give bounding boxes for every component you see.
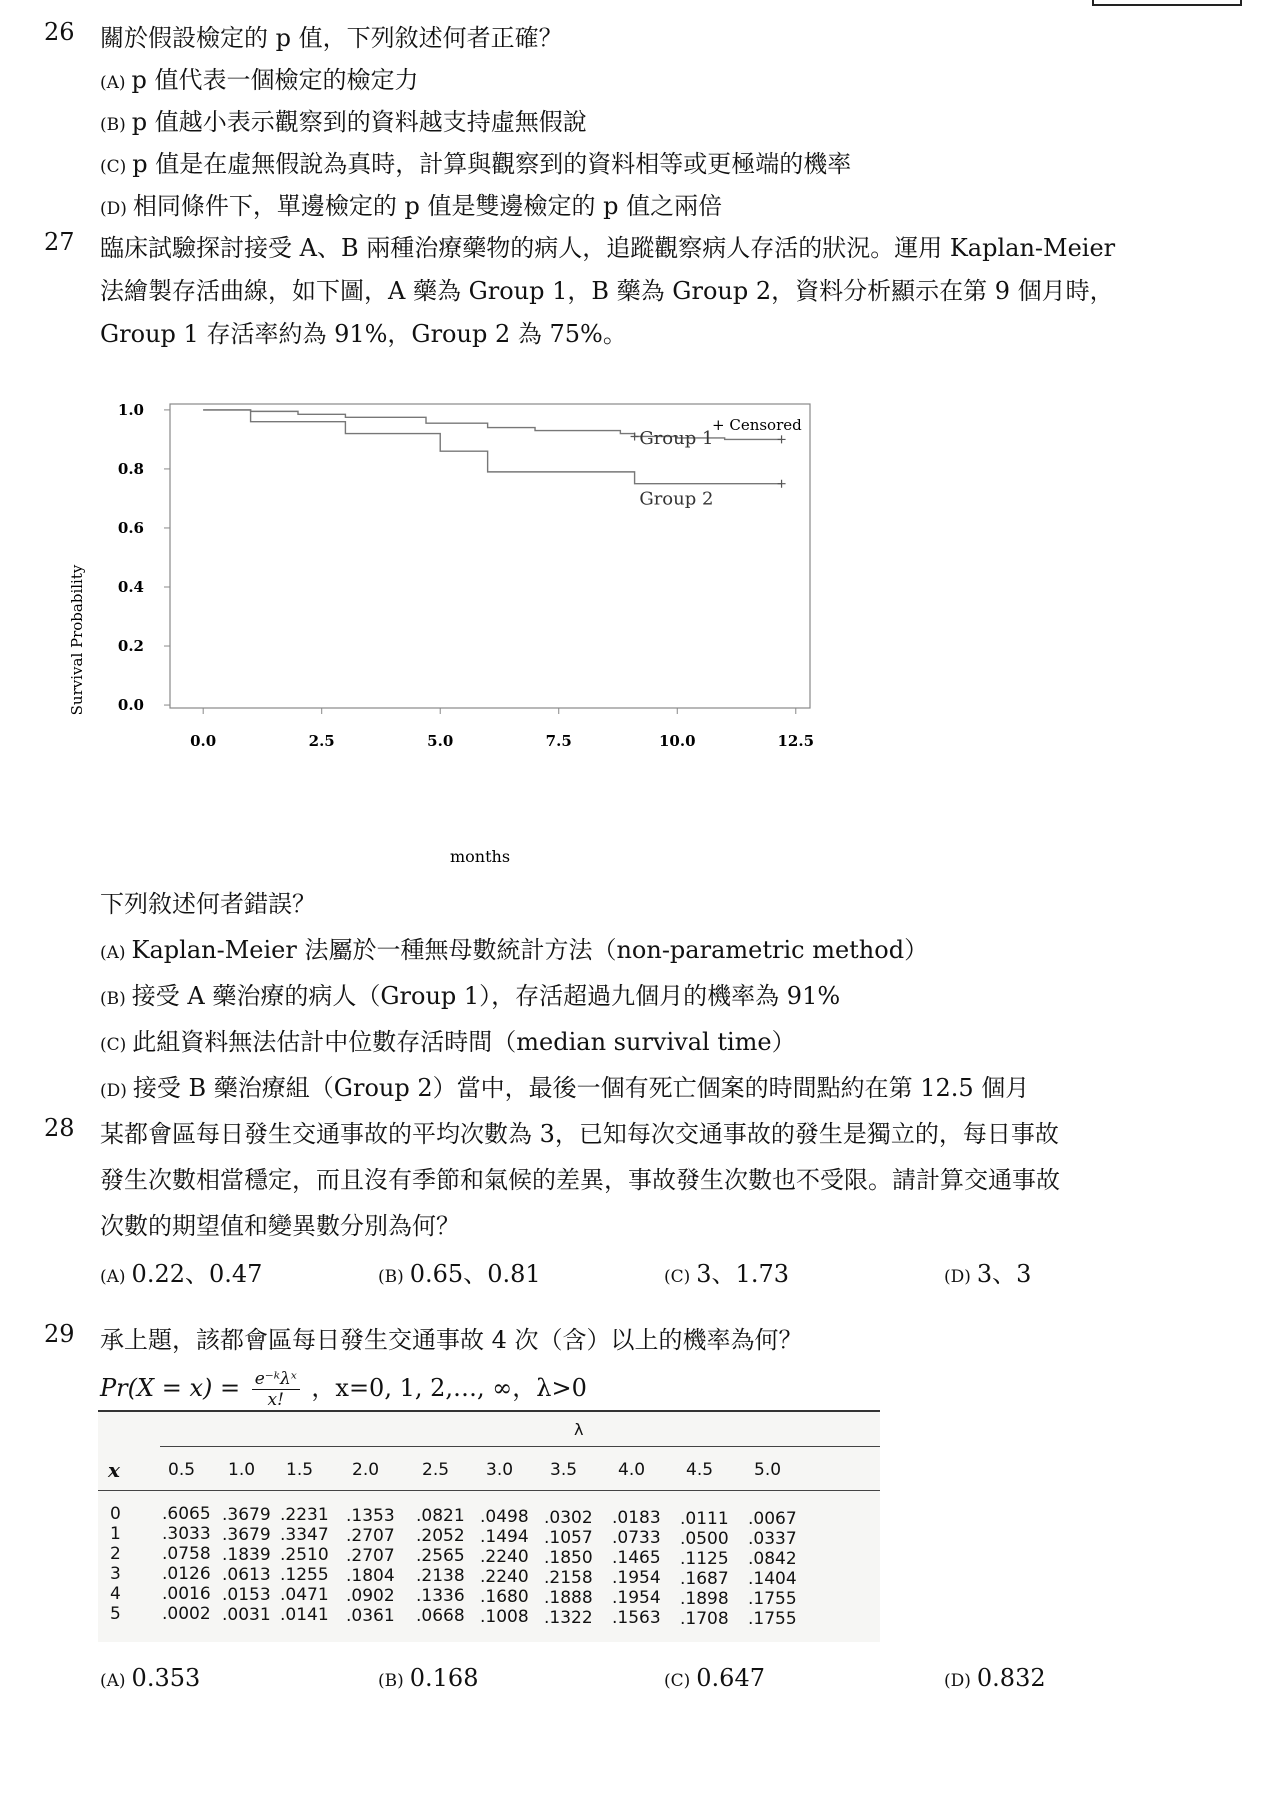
- table-column-header: 4.5: [686, 1460, 714, 1480]
- table-cell: .0613: [222, 1564, 271, 1585]
- table-cell: .1336: [416, 1586, 465, 1607]
- table-column-header: 1.0: [228, 1460, 256, 1480]
- table-cell: .1954: [612, 1588, 661, 1609]
- table-x-header: x: [108, 1458, 120, 1482]
- kaplan-meier-chart: [60, 390, 840, 870]
- q28-option-b[interactable]: (B) 0.65、0.81: [378, 1260, 541, 1288]
- x-tick-label: 10.0: [658, 732, 696, 750]
- table-cell: .2707: [346, 1545, 395, 1566]
- table-cell: .1755: [748, 1589, 797, 1610]
- table-cell: .0733: [612, 1528, 661, 1549]
- question-28-stem-line-2: 發生次數相當穩定，而且沒有季節和氣候的差異，事故發生次數也不受限。請計算交通事故: [100, 1166, 1060, 1194]
- table-cell: .1888: [544, 1587, 593, 1608]
- q29-option-a[interactable]: (A) 0.353: [100, 1664, 201, 1692]
- table-cell: .2138: [416, 1566, 465, 1587]
- y-tick-label: 0.4: [117, 577, 144, 596]
- table-cell: .0471: [280, 1585, 329, 1606]
- poisson-formula: [100, 1368, 587, 1410]
- table-cell: .1755: [748, 1609, 797, 1630]
- table-row-x: 2: [110, 1544, 121, 1564]
- q26-option-c[interactable]: (C) p 值是在虛無假說為真時，計算與觀察到的資料相等或更極端的機率: [100, 150, 852, 178]
- table-row-x: 1: [110, 1524, 121, 1544]
- table-column-header: 2.5: [422, 1460, 450, 1480]
- table-cell: .0183: [612, 1508, 661, 1529]
- table-cell: .1708: [680, 1608, 729, 1629]
- table-lambda-header: λ: [574, 1420, 584, 1439]
- table-cell: .0902: [346, 1585, 395, 1606]
- chart-x-axis-label: months: [449, 847, 511, 866]
- table-cell: .0500: [680, 1528, 729, 1549]
- formula-denominator: x!: [267, 1390, 284, 1410]
- question-27-stem-line-2: 法繪製存活曲線，如下圖，A 藥為 Group 1，B 藥為 Group 2，資料分析顯示在第 9 個月時，: [100, 277, 1114, 305]
- table-cell: .0758: [162, 1544, 211, 1564]
- table-cell: .1125: [680, 1548, 729, 1569]
- q26-option-d[interactable]: (D) 相同條件下，單邊檢定的 p 值是雙邊檢定的 p 值之兩倍: [100, 192, 723, 220]
- table-cell: .2240: [480, 1567, 529, 1587]
- x-tick-label: 5.0: [427, 732, 454, 750]
- y-tick-label: 0.6: [117, 518, 144, 537]
- table-cell: .2707: [346, 1525, 395, 1546]
- table-column-header: 3.0: [486, 1460, 514, 1480]
- table-cell: .0668: [416, 1606, 465, 1627]
- table-row-x: 5: [110, 1604, 121, 1624]
- table-cell: .3033: [162, 1524, 211, 1544]
- question-27-stem-line-3: Group 1 存活率約為 91%，Group 2 為 75%。: [100, 320, 627, 348]
- table-column-header: 1.5: [286, 1460, 314, 1480]
- table-cell: .1008: [480, 1607, 529, 1627]
- table-cell: .2158: [544, 1567, 593, 1588]
- question-27-stem-line-1: 臨床試驗探討接受 A、B 兩種治療藥物的病人，追蹤觀察病人存活的狀況。運用 Kaplan-Meier: [100, 234, 1116, 262]
- header-corner-box: [1092, 0, 1242, 6]
- table-cell: .3347: [280, 1525, 329, 1546]
- question-29-number: 29: [44, 1320, 75, 1348]
- table-row-x: 0: [110, 1504, 121, 1524]
- table-cell: .1680: [480, 1587, 529, 1607]
- table-cell: .0337: [748, 1529, 797, 1550]
- table-cell: .1465: [612, 1548, 661, 1569]
- x-tick-label: 0.0: [190, 732, 217, 750]
- table-rule-header: [98, 1490, 880, 1491]
- table-cell: .1494: [480, 1527, 529, 1547]
- table-cell: .3679: [222, 1524, 271, 1545]
- question-28-stem-line-1: 某都會區每日發生交通事故的平均次數為 3，已知每次交通事故的發生是獨立的，每日事故: [100, 1120, 1059, 1148]
- series-label-group-2: Group 2: [639, 488, 714, 510]
- table-cell: .0016: [162, 1584, 211, 1604]
- table-cell: .0302: [544, 1507, 593, 1528]
- table-cell: .1804: [346, 1565, 395, 1586]
- table-rule-top: [160, 1446, 880, 1447]
- y-tick-label: 0.0: [117, 696, 144, 715]
- table-cell: .1404: [748, 1569, 797, 1590]
- table-cell: .0153: [222, 1584, 271, 1605]
- x-tick-label: 7.5: [545, 732, 572, 750]
- formula-fraction: [252, 1369, 300, 1410]
- table-cell: .0141: [280, 1605, 329, 1626]
- q27-option-b[interactable]: (B) 接受 A 藥治療的病人（Group 1），存活超過九個月的機率為 91%: [100, 982, 841, 1010]
- censored-mark: [778, 435, 786, 443]
- q29-option-c[interactable]: (C) 0.647: [664, 1664, 765, 1692]
- chart-legend-censored: + Censored: [712, 416, 802, 434]
- q27-option-a[interactable]: (A) Kaplan-Meier 法屬於一種無母數統計方法（non-parametric method）: [100, 936, 929, 964]
- chart-y-axis-label: Survival Probability: [68, 564, 86, 716]
- y-tick-label: 1.0: [117, 400, 144, 419]
- table-column-header: 2.0: [352, 1460, 380, 1480]
- table-cell: .2510: [280, 1545, 329, 1566]
- question-29-stem: 承上題，該都會區每日發生交通事故 4 次（含）以上的機率為何？: [100, 1326, 803, 1354]
- series-label-group-1: Group 1: [639, 427, 714, 449]
- question-26-stem: 關於假設檢定的 p 值，下列敘述何者正確？: [100, 24, 563, 52]
- q28-option-a[interactable]: (A) 0.22、0.47: [100, 1260, 263, 1288]
- table-cell: .0821: [416, 1506, 465, 1527]
- question-28-stem-line-3: 次數的期望值和變異數分別為何？: [100, 1212, 460, 1240]
- question-26-number: 26: [44, 18, 75, 46]
- table-cell: .1563: [612, 1608, 661, 1629]
- y-tick-label: 0.8: [117, 459, 144, 478]
- q28-option-c[interactable]: (C) 3、1.73: [664, 1260, 789, 1288]
- formula-numerator: e⁻ᵏλˣ: [252, 1369, 300, 1390]
- question-28-number: 28: [44, 1114, 75, 1142]
- formula-rhs: ，x=0, 1, 2,…, ∞，λ>0: [311, 1374, 587, 1402]
- x-tick-label: 2.5: [308, 732, 335, 750]
- table-cell: .0361: [346, 1605, 395, 1626]
- chart-plot-frame: [170, 404, 810, 708]
- table-cell: .1954: [612, 1568, 661, 1589]
- table-row-x: 4: [110, 1584, 121, 1604]
- table-cell: .0031: [222, 1604, 271, 1625]
- table-cell: .0002: [162, 1604, 211, 1624]
- table-cell: .1898: [680, 1588, 729, 1609]
- q29-option-d[interactable]: (D) 0.832: [944, 1664, 1046, 1692]
- table-cell: .1057: [544, 1527, 593, 1548]
- table-cell: .2240: [480, 1547, 529, 1567]
- q29-option-b[interactable]: (B) 0.168: [378, 1664, 479, 1692]
- question-27-prompt: 下列敘述何者錯誤？: [100, 890, 316, 918]
- table-cell: .6065: [162, 1504, 211, 1524]
- q27-option-d[interactable]: (D) 接受 B 藥治療組（Group 2）當中，最後一個有死亡個案的時間點約在第 12.5 個月: [100, 1074, 1030, 1102]
- table-column-header: 0.5: [168, 1460, 196, 1480]
- q26-option-b[interactable]: (B) p 值越小表示觀察到的資料越支持虛無假說: [100, 108, 587, 136]
- q28-option-d[interactable]: (D) 3、3: [944, 1260, 1032, 1288]
- table-cell: .2231: [280, 1505, 329, 1526]
- q27-option-c[interactable]: (C) 此組資料無法估計中位數存活時間（median survival time）: [100, 1028, 796, 1056]
- table-cell: .2052: [416, 1526, 465, 1547]
- table-cell: .1322: [544, 1607, 593, 1628]
- table-cell: .1255: [280, 1565, 329, 1586]
- y-tick-label: 0.2: [117, 637, 144, 656]
- table-column-header: 3.5: [550, 1460, 578, 1480]
- table-cell: .0126: [162, 1564, 211, 1584]
- table-cell: .2565: [416, 1546, 465, 1567]
- table-cell: .1850: [544, 1547, 593, 1568]
- table-column-header: 5.0: [754, 1460, 782, 1480]
- formula-lhs: Pr(X = x) =: [100, 1374, 241, 1402]
- table-cell: .0498: [480, 1507, 529, 1527]
- table-cell: .0111: [680, 1508, 729, 1529]
- censored-mark: [778, 480, 786, 488]
- table-column-header: 4.0: [618, 1460, 646, 1480]
- question-27-number: 27: [44, 228, 75, 256]
- table-cell: .0842: [748, 1549, 797, 1570]
- table-cell: .0067: [748, 1509, 797, 1530]
- table-cell: .1687: [680, 1568, 729, 1589]
- x-tick-label: 12.5: [777, 732, 815, 750]
- table-row-x: 3: [110, 1564, 121, 1584]
- q26-option-a[interactable]: (A) p 值代表一個檢定的檢定力: [100, 66, 419, 94]
- table-cell: .3679: [222, 1504, 271, 1525]
- table-cell: .1839: [222, 1544, 271, 1565]
- table-cell: .1353: [346, 1505, 395, 1526]
- poisson-probability-table: [98, 1410, 880, 1642]
